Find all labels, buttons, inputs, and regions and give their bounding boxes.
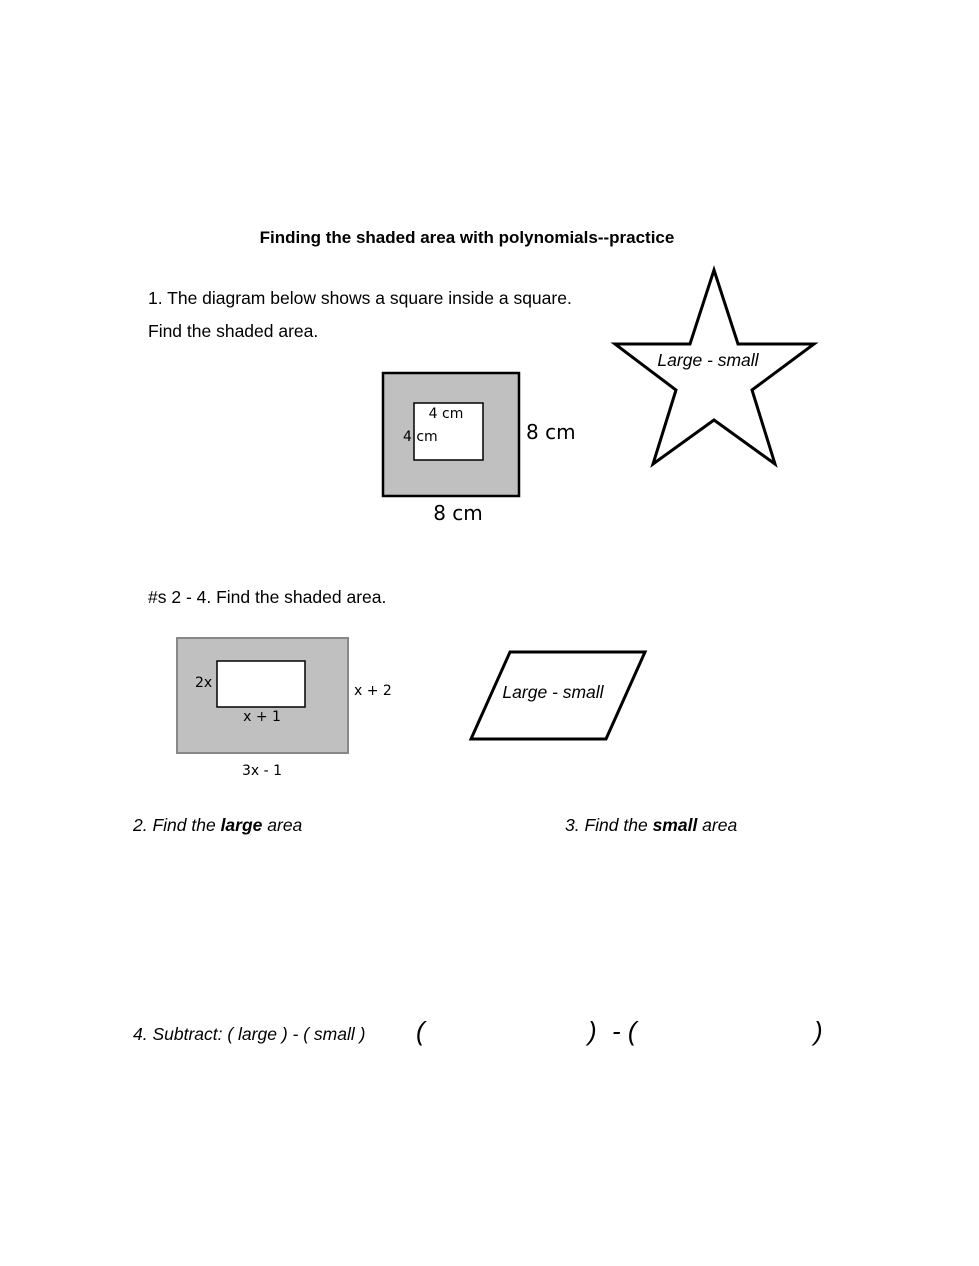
question-2-suffix: area [262,815,303,835]
star-label: Large - small [657,350,759,370]
parallelogram-shape [471,652,645,739]
outer-bottom-label: 3x - 1 [241,763,283,779]
outer-right-label: x + 2 [354,683,392,699]
inner-left-label: 2x [195,675,213,691]
question-4-label: 4. Subtract: ( large ) - ( small ) [133,1024,366,1044]
inner-top-label: 4 cm [428,406,464,422]
problem1-diagram [383,373,576,525]
problem1-instruction: Find the shaded area. [148,321,319,341]
answer-close-paren-1: ) [588,1016,597,1046]
question-2-prefix: 2. Find the [133,815,221,835]
problem1-text: 1. The diagram below shows a square inside a square. [148,288,572,308]
question-3-bold: small [652,815,698,835]
star-shape [615,270,814,464]
question-3 [565,815,737,836]
question-3-suffix: area [697,815,738,835]
inner-left-label: 4 cm [403,429,438,445]
answer-close-paren-2: ) [814,1016,823,1046]
answer-minus-open-paren: - ( [612,1016,637,1046]
problems-2-4-heading: #s 2 - 4. Find the shaded area. [148,587,387,607]
parallelogram-label: Large - small [502,682,604,702]
inner-bottom-label: x + 1 [243,709,281,725]
question-3-prefix: 3. Find the [565,815,653,835]
inner-rectangle [217,661,305,707]
problems-2-4-diagram [177,638,392,779]
question-2-bold: large [220,815,263,835]
question-2 [133,815,302,836]
page-title: Finding the shaded area with polynomials--practice [259,228,675,247]
outer-right-label: 8 cm [526,420,576,444]
answer-open-paren-1: ( [416,1016,425,1046]
outer-bottom-label: 8 cm [433,501,483,525]
